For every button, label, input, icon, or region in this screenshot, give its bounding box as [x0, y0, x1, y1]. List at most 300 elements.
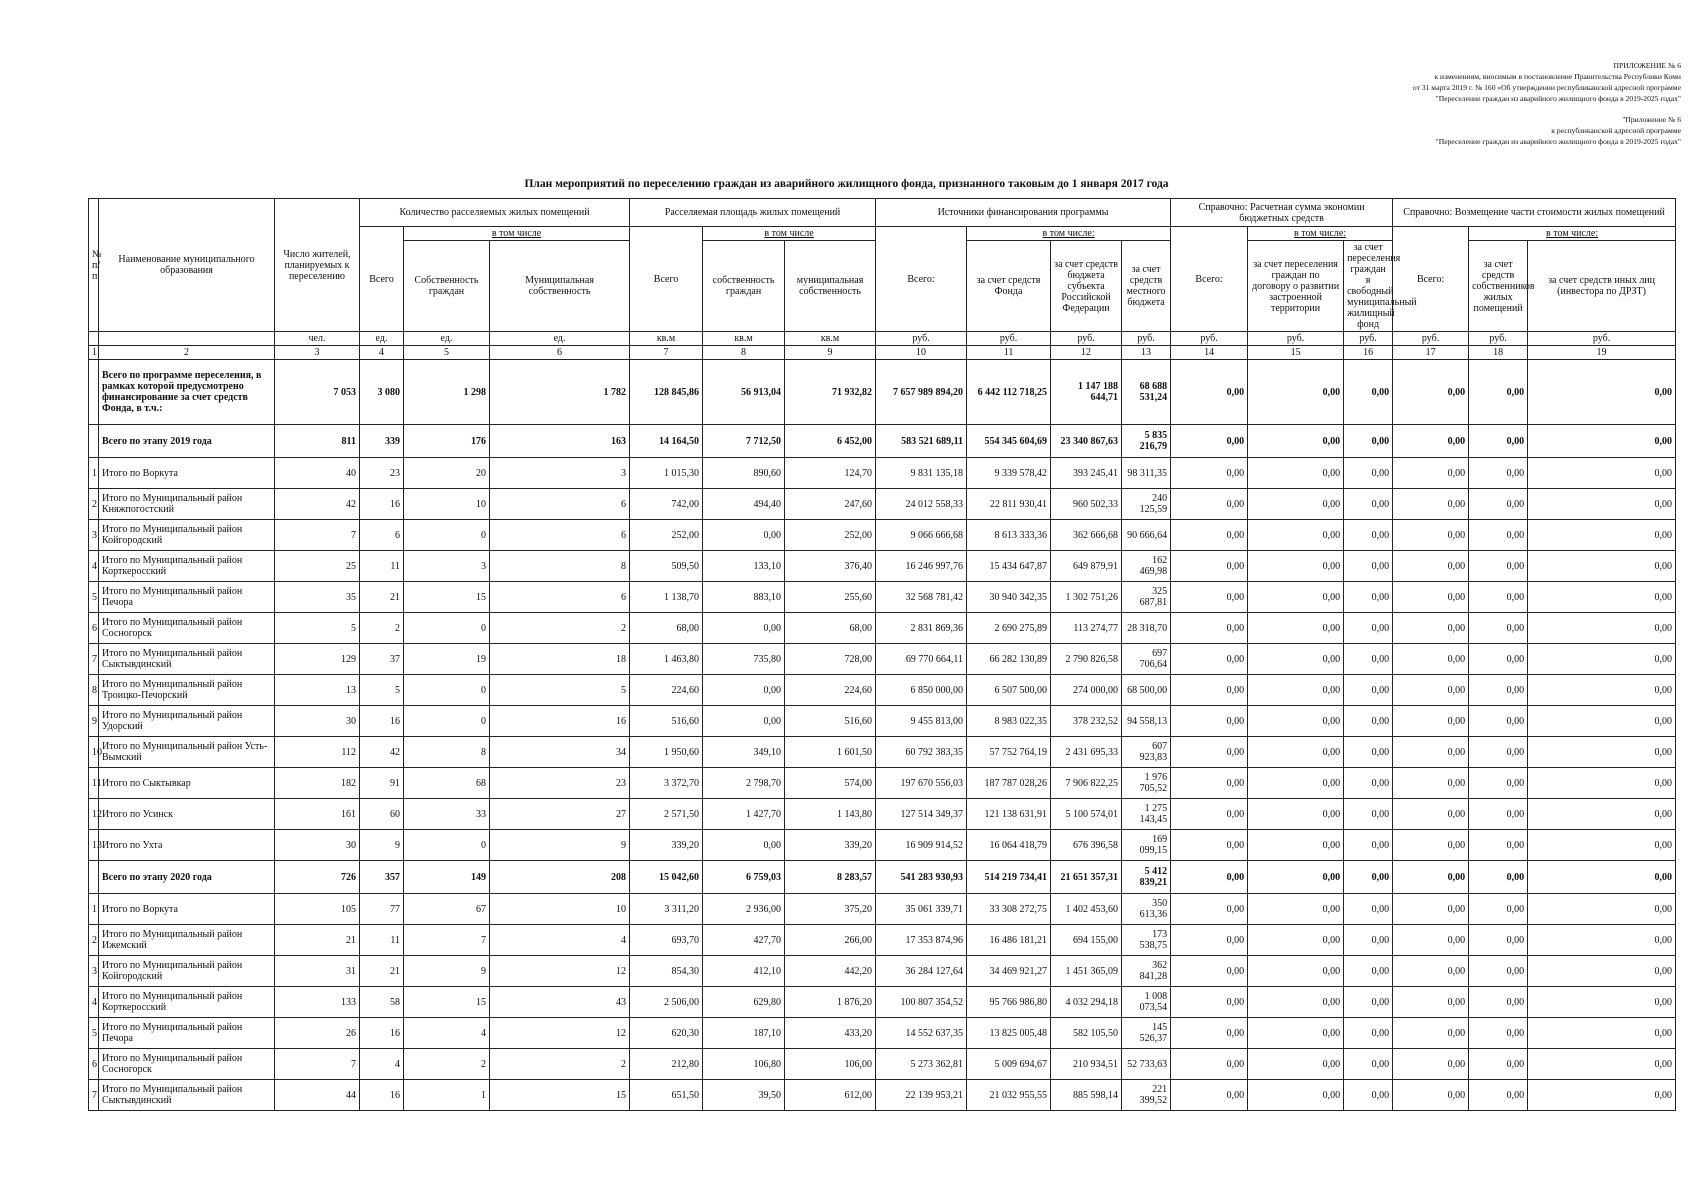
value-cell: 442,20 — [785, 956, 876, 987]
value-cell: 339 — [360, 425, 404, 458]
value-cell: 21 — [360, 582, 404, 613]
total-row — [89, 360, 1676, 425]
value-cell: 0,00 — [1344, 830, 1393, 861]
value-cell: 0,00 — [1248, 582, 1344, 613]
row-number — [89, 360, 99, 425]
unit-cell — [99, 332, 275, 346]
value-cell: 1 976 705,52 — [1122, 768, 1171, 799]
value-cell: 16 — [360, 706, 404, 737]
value-cell: 885 598,14 — [1051, 1080, 1122, 1111]
municipality-name: Итого по Муниципальный район Ижемский — [99, 925, 275, 956]
value-cell: 5 — [275, 613, 360, 644]
value-cell: 145 526,37 — [1122, 1018, 1171, 1049]
value-cell: 357 — [360, 861, 404, 894]
column-number-cell: 9 — [785, 346, 876, 360]
value-cell: 0,00 — [1528, 520, 1676, 551]
value-cell: 68 500,00 — [1122, 675, 1171, 706]
value-cell: 1 782 — [490, 360, 630, 425]
value-cell: 12 — [490, 956, 630, 987]
appendix-notes — [1121, 60, 1681, 147]
value-cell: 162 469,98 — [1122, 551, 1171, 582]
value-cell: 44 — [275, 1080, 360, 1111]
value-cell: 0,00 — [1393, 425, 1469, 458]
value-cell: 0,00 — [1528, 1049, 1676, 1080]
value-cell: 6 850 000,00 — [876, 675, 967, 706]
row-number: 7 — [89, 644, 99, 675]
value-cell: 210 934,51 — [1051, 1049, 1122, 1080]
table-row — [89, 489, 1676, 520]
header-reimb-group: Справочно: Возмещение части стоимости жилых помещений — [1393, 199, 1676, 227]
value-cell: 0,00 — [1469, 894, 1528, 925]
municipality-name: Итого по Воркута — [99, 458, 275, 489]
value-cell: 0,00 — [1248, 799, 1344, 830]
value-cell: 0,00 — [1469, 551, 1528, 582]
value-cell: 0,00 — [1393, 799, 1469, 830]
column-number-cell: 18 — [1469, 346, 1528, 360]
value-cell: 0,00 — [1344, 360, 1393, 425]
header-fin-group: Источники финансирования программы — [876, 199, 1171, 227]
value-cell: 0,00 — [1393, 360, 1469, 425]
value-cell: 5 — [360, 675, 404, 706]
municipality-name: Итого по Муниципальный район Княжпогостский — [99, 489, 275, 520]
value-cell: 349,10 — [703, 737, 785, 768]
value-cell: 28 318,70 — [1122, 613, 1171, 644]
value-cell: 30 — [275, 830, 360, 861]
value-cell: 3 311,20 — [630, 894, 703, 925]
value-cell: 266,00 — [785, 925, 876, 956]
value-cell: 0,00 — [1248, 1018, 1344, 1049]
value-cell: 133,10 — [703, 551, 785, 582]
municipality-name: Итого по Муниципальный район Койгородский — [99, 520, 275, 551]
value-cell: 0,00 — [1393, 551, 1469, 582]
value-cell: 0,00 — [1248, 425, 1344, 458]
value-cell: 393 245,41 — [1051, 458, 1122, 489]
value-cell: 1 427,70 — [703, 799, 785, 830]
value-cell: 2 — [360, 613, 404, 644]
row-number: 4 — [89, 551, 99, 582]
unit-cell: руб. — [1344, 332, 1393, 346]
value-cell: 2 506,00 — [630, 987, 703, 1018]
value-cell: 514 219 734,41 — [967, 861, 1051, 894]
unit-cell: руб. — [1051, 332, 1122, 346]
value-cell: 187,10 — [703, 1018, 785, 1049]
value-cell: 71 932,82 — [785, 360, 876, 425]
value-cell: 0,00 — [1248, 458, 1344, 489]
row-number: 13 — [89, 830, 99, 861]
value-cell: 240 125,59 — [1122, 489, 1171, 520]
value-cell: 3 372,70 — [630, 768, 703, 799]
value-cell: 325 687,81 — [1122, 582, 1171, 613]
header-econ-total: Всего: — [1171, 227, 1248, 332]
value-cell: 60 — [360, 799, 404, 830]
table-row — [89, 768, 1676, 799]
value-cell: 375,20 — [785, 894, 876, 925]
value-cell: 30 — [275, 706, 360, 737]
table-row — [89, 737, 1676, 768]
header-reimb-others: за счет средств иных лиц (инвестора по ДРЗТ) — [1528, 241, 1676, 332]
value-cell: 6 — [490, 582, 630, 613]
value-cell: 6 — [490, 489, 630, 520]
header-residents: Число жителей, планируемых к переселению — [275, 199, 360, 332]
row-number: 12 — [89, 799, 99, 830]
value-cell: 1 138,70 — [630, 582, 703, 613]
value-cell: 0,00 — [1248, 861, 1344, 894]
value-cell: 9 — [360, 830, 404, 861]
value-cell: 0,00 — [1171, 458, 1248, 489]
value-cell: 1 302 751,26 — [1051, 582, 1122, 613]
table-row — [89, 458, 1676, 489]
value-cell: 9 066 666,68 — [876, 520, 967, 551]
value-cell: 0,00 — [1344, 675, 1393, 706]
value-cell: 2 431 695,33 — [1051, 737, 1122, 768]
value-cell: 1 451 365,09 — [1051, 956, 1122, 987]
value-cell: 0,00 — [1469, 582, 1528, 613]
value-cell: 9 339 578,42 — [967, 458, 1051, 489]
row-number — [89, 861, 99, 894]
unit-cell: руб. — [1469, 332, 1528, 346]
value-cell: 0,00 — [1248, 489, 1344, 520]
value-cell: 1 008 073,54 — [1122, 987, 1171, 1018]
value-cell: 0,00 — [1469, 925, 1528, 956]
value-cell: 362 841,28 — [1122, 956, 1171, 987]
value-cell: 0,00 — [1344, 956, 1393, 987]
value-cell: 0,00 — [1171, 925, 1248, 956]
header-reimb-owners: за счет средств собственников жилых помещений — [1469, 241, 1528, 332]
unit-cell: руб. — [967, 332, 1051, 346]
value-cell: 7 657 989 894,20 — [876, 360, 967, 425]
value-cell: 0,00 — [1469, 799, 1528, 830]
header-including: в том числе: — [967, 227, 1171, 241]
value-cell: 52 733,63 — [1122, 1049, 1171, 1080]
value-cell: 21 — [360, 956, 404, 987]
header-name: Наименование муниципального образования — [99, 199, 275, 332]
annex-line: "Переселение граждан из аварийного жилищного фонда в 2019-2025 годах" — [1435, 137, 1681, 146]
value-cell: 68 688 531,24 — [1122, 360, 1171, 425]
value-cell: 0,00 — [1344, 737, 1393, 768]
value-cell: 0,00 — [1171, 956, 1248, 987]
value-cell: 0,00 — [1248, 644, 1344, 675]
value-cell: 163 — [490, 425, 630, 458]
value-cell: 0,00 — [1393, 925, 1469, 956]
value-cell: 574,00 — [785, 768, 876, 799]
value-cell: 161 — [275, 799, 360, 830]
column-number-cell: 17 — [1393, 346, 1469, 360]
header-reimb-total: Всего: — [1393, 227, 1469, 332]
value-cell: 8 983 022,35 — [967, 706, 1051, 737]
header-own-citizens-area: собственность граждан — [703, 241, 785, 332]
value-cell: 56 913,04 — [703, 360, 785, 425]
value-cell: 0,00 — [1248, 956, 1344, 987]
municipality-name: Итого по Сыктывкар — [99, 768, 275, 799]
value-cell: 35 — [275, 582, 360, 613]
municipality-name: Всего по этапу 2020 года — [99, 861, 275, 894]
value-cell: 0,00 — [1528, 644, 1676, 675]
value-cell: 0,00 — [1469, 1049, 1528, 1080]
value-cell: 16 246 997,76 — [876, 551, 967, 582]
column-number-cell: 2 — [99, 346, 275, 360]
value-cell: 0,00 — [1469, 458, 1528, 489]
annex-title: "Приложение № 6 — [1622, 115, 1681, 124]
value-cell: 516,60 — [630, 706, 703, 737]
value-cell: 7 — [275, 1049, 360, 1080]
value-cell: 173 538,75 — [1122, 925, 1171, 956]
value-cell: 735,80 — [703, 644, 785, 675]
value-cell: 541 283 930,93 — [876, 861, 967, 894]
unit-cell: руб. — [1171, 332, 1248, 346]
value-cell: 0,00 — [1171, 520, 1248, 551]
value-cell: 127 514 349,37 — [876, 799, 967, 830]
value-cell: 40 — [275, 458, 360, 489]
table-row — [89, 1080, 1676, 1111]
value-cell: 221 399,52 — [1122, 1080, 1171, 1111]
value-cell: 0 — [404, 520, 490, 551]
value-cell: 0,00 — [1528, 987, 1676, 1018]
row-number: 3 — [89, 956, 99, 987]
value-cell: 2 831 869,36 — [876, 613, 967, 644]
value-cell: 0,00 — [1344, 894, 1393, 925]
value-cell: 697 706,64 — [1122, 644, 1171, 675]
value-cell: 0,00 — [1528, 489, 1676, 520]
value-cell: 10 — [404, 489, 490, 520]
value-cell: 24 012 558,33 — [876, 489, 967, 520]
value-cell: 0,00 — [1248, 613, 1344, 644]
value-cell: 26 — [275, 1018, 360, 1049]
table-row — [89, 675, 1676, 706]
value-cell: 0,00 — [1344, 1080, 1393, 1111]
row-number: 4 — [89, 987, 99, 1018]
table-row — [89, 1018, 1676, 1049]
value-cell: 0,00 — [1469, 956, 1528, 987]
column-number-cell: 11 — [967, 346, 1051, 360]
value-cell: 11 — [360, 925, 404, 956]
value-cell: 129 — [275, 644, 360, 675]
value-cell: 0,00 — [1248, 675, 1344, 706]
value-cell: 0,00 — [1393, 489, 1469, 520]
value-cell: 23 — [490, 768, 630, 799]
value-cell: 350 613,36 — [1122, 894, 1171, 925]
row-number: 8 — [89, 675, 99, 706]
value-cell: 0,00 — [1344, 425, 1393, 458]
value-cell: 339,20 — [785, 830, 876, 861]
value-cell: 2 — [404, 1049, 490, 1080]
value-cell: 378 232,52 — [1051, 706, 1122, 737]
value-cell: 412,10 — [703, 956, 785, 987]
header-area-group: Расселяемая площадь жилых помещений — [630, 199, 876, 227]
column-number-cell: 16 — [1344, 346, 1393, 360]
value-cell: 0,00 — [1248, 768, 1344, 799]
value-cell: 2 — [490, 613, 630, 644]
value-cell: 68,00 — [785, 613, 876, 644]
value-cell: 427,70 — [703, 925, 785, 956]
value-cell: 7 712,50 — [703, 425, 785, 458]
value-cell: 0,00 — [703, 613, 785, 644]
value-cell: 0,00 — [1528, 1080, 1676, 1111]
value-cell: 36 284 127,64 — [876, 956, 967, 987]
value-cell: 182 — [275, 768, 360, 799]
value-cell: 516,60 — [785, 706, 876, 737]
value-cell: 0,00 — [1528, 458, 1676, 489]
value-cell: 0,00 — [1469, 1018, 1528, 1049]
municipality-name: Всего по программе переселения, в рамках которой предусмотрено финансирование за счет средств Фонда, в т.ч.: — [99, 360, 275, 425]
header-including: в том числе — [404, 227, 630, 241]
value-cell: 112 — [275, 737, 360, 768]
value-cell: 0,00 — [1171, 768, 1248, 799]
value-cell: 27 — [490, 799, 630, 830]
municipality-name: Итого по Муниципальный район Печора — [99, 582, 275, 613]
column-number-cell: 8 — [703, 346, 785, 360]
header-municipal: Муниципальная собственность — [490, 241, 630, 332]
municipality-name: Всего по этапу 2019 года — [99, 425, 275, 458]
value-cell: 247,60 — [785, 489, 876, 520]
value-cell: 21 651 357,31 — [1051, 861, 1122, 894]
value-cell: 0,00 — [1469, 360, 1528, 425]
value-cell: 90 666,64 — [1122, 520, 1171, 551]
column-number-row — [89, 346, 1676, 360]
value-cell: 105 — [275, 894, 360, 925]
value-cell: 0 — [404, 613, 490, 644]
value-cell: 95 766 986,80 — [967, 987, 1051, 1018]
value-cell: 0,00 — [1248, 520, 1344, 551]
value-cell: 2 571,50 — [630, 799, 703, 830]
municipality-name: Итого по Ухта — [99, 830, 275, 861]
value-cell: 694 155,00 — [1051, 925, 1122, 956]
column-number-cell: 3 — [275, 346, 360, 360]
value-cell: 34 — [490, 737, 630, 768]
column-number-cell: 7 — [630, 346, 703, 360]
page-title: План мероприятий по переселению граждан из аварийного жилищного фонда, признанного таковым до 1 января 2017 года — [524, 178, 1169, 190]
unit-cell: кв.м — [785, 332, 876, 346]
value-cell: 0,00 — [1344, 706, 1393, 737]
value-cell: 16 486 181,21 — [967, 925, 1051, 956]
value-cell: 0 — [404, 675, 490, 706]
table-row — [89, 706, 1676, 737]
municipality-name: Итого по Воркута — [99, 894, 275, 925]
unit-cell: руб. — [876, 332, 967, 346]
value-cell: 0,00 — [1344, 489, 1393, 520]
appendix-line: "Переселение граждан из аварийного жилищного фонда в 2019-2025 годах" — [1435, 94, 1681, 103]
value-cell: 0,00 — [1171, 360, 1248, 425]
value-cell: 11 — [360, 551, 404, 582]
value-cell: 0,00 — [1248, 894, 1344, 925]
value-cell: 811 — [275, 425, 360, 458]
value-cell: 0,00 — [1469, 675, 1528, 706]
header-qty-total: Всего — [360, 227, 404, 332]
value-cell: 607 923,83 — [1122, 737, 1171, 768]
table-row — [89, 644, 1676, 675]
value-cell: 0,00 — [1344, 582, 1393, 613]
unit-cell: чел. — [275, 332, 360, 346]
value-cell: 0,00 — [1171, 675, 1248, 706]
value-cell: 0,00 — [1393, 956, 1469, 987]
value-cell: 0,00 — [1344, 768, 1393, 799]
value-cell: 0,00 — [1344, 1018, 1393, 1049]
value-cell: 21 032 955,55 — [967, 1080, 1051, 1111]
value-cell: 554 345 604,69 — [967, 425, 1051, 458]
value-cell: 433,20 — [785, 1018, 876, 1049]
header-subject-budget: за счет средств бюджета субъекта Российской Федерации — [1051, 241, 1122, 332]
value-cell: 0,00 — [1248, 1080, 1344, 1111]
header-including: в том числе: — [1469, 227, 1676, 241]
value-cell: 0,00 — [1393, 1018, 1469, 1049]
value-cell: 57 752 764,19 — [967, 737, 1051, 768]
value-cell: 620,30 — [630, 1018, 703, 1049]
header-num: № п/ п — [89, 199, 99, 332]
value-cell: 0,00 — [1393, 768, 1469, 799]
header-including: в том числе: — [1248, 227, 1393, 241]
value-cell: 169 099,15 — [1122, 830, 1171, 861]
value-cell: 651,50 — [630, 1080, 703, 1111]
value-cell: 742,00 — [630, 489, 703, 520]
value-cell: 0,00 — [1344, 861, 1393, 894]
value-cell: 676 396,58 — [1051, 830, 1122, 861]
value-cell: 0,00 — [1171, 489, 1248, 520]
value-cell: 0,00 — [1171, 613, 1248, 644]
value-cell: 0,00 — [1469, 737, 1528, 768]
value-cell: 1 298 — [404, 360, 490, 425]
value-cell: 23 — [360, 458, 404, 489]
value-cell: 68 — [404, 768, 490, 799]
value-cell: 39,50 — [703, 1080, 785, 1111]
column-number-cell: 5 — [404, 346, 490, 360]
value-cell: 3 080 — [360, 360, 404, 425]
unit-cell: руб. — [1393, 332, 1469, 346]
value-cell: 58 — [360, 987, 404, 1018]
value-cell: 16 064 418,79 — [967, 830, 1051, 861]
value-cell: 7 906 822,25 — [1051, 768, 1122, 799]
appendix-line: от 31 марта 2019 г. № 160 «Об утверждении республиканской адресной программе — [1412, 83, 1681, 92]
value-cell: 0,00 — [1344, 925, 1393, 956]
value-cell: 133 — [275, 987, 360, 1018]
value-cell: 0,00 — [1393, 675, 1469, 706]
header-econ-free: за счет переселения граждан в свободный муниципальный жилищный фонд — [1344, 241, 1393, 332]
appendix-line: к изменениям, вносимым в постановление Правительства Республики Коми — [1434, 72, 1681, 81]
value-cell: 5 — [490, 675, 630, 706]
column-number-cell: 13 — [1122, 346, 1171, 360]
value-cell: 6 452,00 — [785, 425, 876, 458]
value-cell: 0,00 — [703, 520, 785, 551]
value-cell: 17 353 874,96 — [876, 925, 967, 956]
value-cell: 0,00 — [1171, 582, 1248, 613]
value-cell: 16 — [360, 489, 404, 520]
value-cell: 22 811 930,41 — [967, 489, 1051, 520]
value-cell: 0,00 — [1528, 360, 1676, 425]
unit-cell: ед. — [360, 332, 404, 346]
value-cell: 0,00 — [1171, 799, 1248, 830]
value-cell: 0,00 — [1528, 768, 1676, 799]
value-cell: 68,00 — [630, 613, 703, 644]
value-cell: 9 455 813,00 — [876, 706, 967, 737]
value-cell: 6 — [360, 520, 404, 551]
value-cell: 649 879,91 — [1051, 551, 1122, 582]
value-cell: 0,00 — [1528, 675, 1676, 706]
row-number: 6 — [89, 613, 99, 644]
value-cell: 854,30 — [630, 956, 703, 987]
value-cell: 960 502,33 — [1051, 489, 1122, 520]
value-cell: 1 950,60 — [630, 737, 703, 768]
row-number: 1 — [89, 894, 99, 925]
total-row — [89, 425, 1676, 458]
row-number: 9 — [89, 706, 99, 737]
unit-cell: руб. — [1248, 332, 1344, 346]
value-cell: 33 — [404, 799, 490, 830]
table-body — [89, 360, 1676, 1111]
value-cell: 0,00 — [1528, 861, 1676, 894]
value-cell: 3 — [490, 458, 630, 489]
table-row — [89, 925, 1676, 956]
column-number-cell: 1 — [89, 346, 99, 360]
value-cell: 0,00 — [1469, 489, 1528, 520]
value-cell: 612,00 — [785, 1080, 876, 1111]
